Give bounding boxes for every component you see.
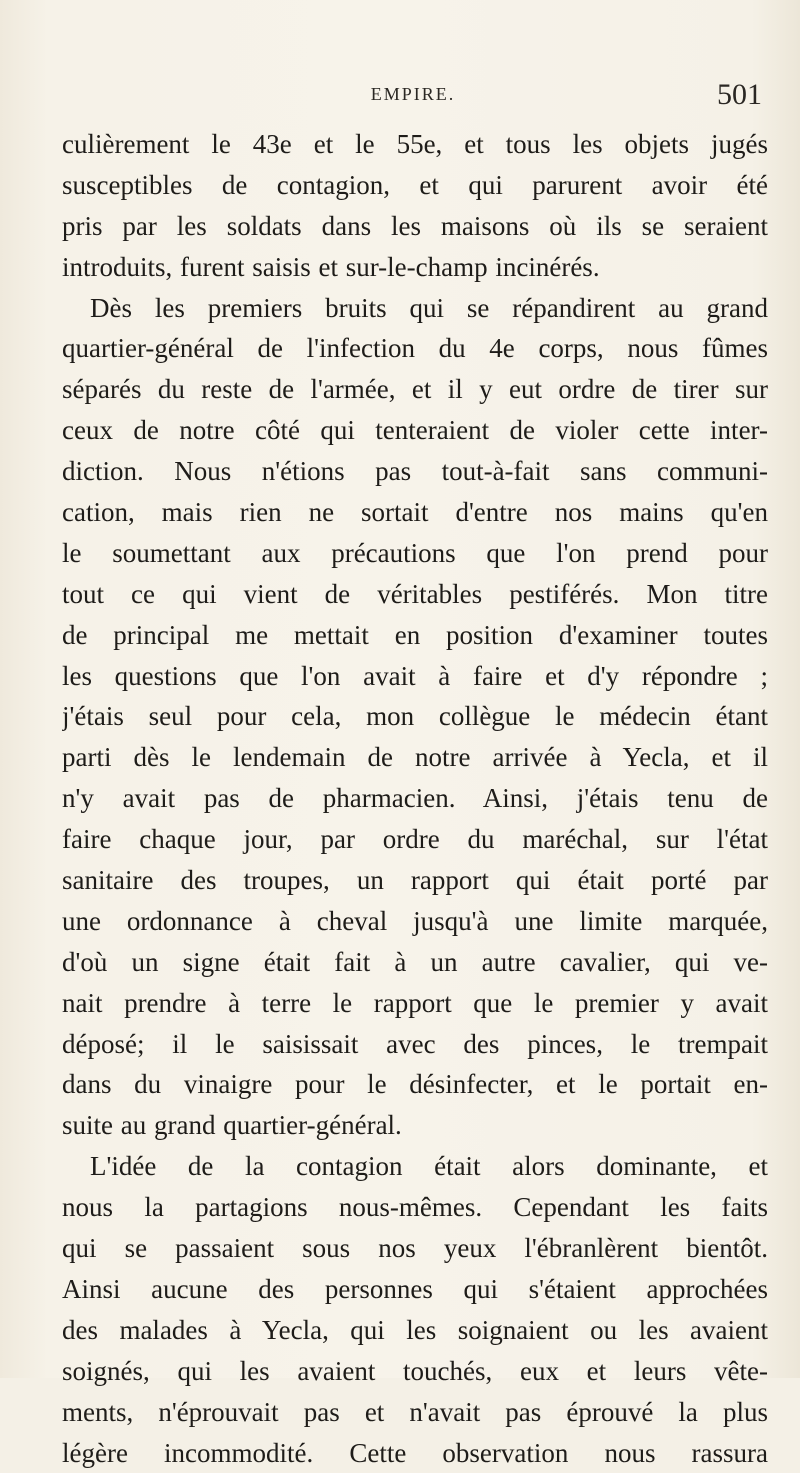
text-line-14: les questions que l'on avait à faire et d'y répondre ; — [62, 656, 768, 697]
text-line-5: Dès les premiers bruits qui se répandirent au grand — [62, 288, 768, 329]
text-line-12: tout ce qui vient de véritables pestiférés. Mon titre — [62, 574, 768, 615]
text-line-23: déposé; il le saisissait avec des pinces, le trempait — [62, 1024, 768, 1065]
running-head — [60, 78, 766, 118]
text-line-10: cation, mais rien ne sortait d'entre nos mains qu'en — [62, 492, 768, 533]
text-line-4: introduits, furent saisis et sur-le-champ incinérés. — [62, 247, 768, 288]
text-line-25: suite au grand quartier-général. — [62, 1105, 768, 1146]
page-number: 501 — [717, 78, 762, 112]
text-line-27: nous la partagions nous-mêmes. Cependant les faits — [62, 1187, 768, 1228]
text-line-22: nait prendre à terre le rapport que le premier y avait — [62, 983, 768, 1024]
running-title: EMPIRE. — [60, 84, 766, 105]
text-line-1: culièrement le 43e et le 55e, et tous les objets jugés — [62, 124, 768, 165]
text-line-15: j'étais seul pour cela, mon collègue le médecin étant — [62, 696, 768, 737]
text-line-26: L'idée de la contagion était alors dominante, et — [62, 1146, 768, 1187]
text-line-18: faire chaque jour, par ordre du maréchal, sur l'état — [62, 819, 768, 860]
body-text — [62, 124, 768, 1473]
text-line-8: ceux de notre côté qui tenteraient de violer cette inter- — [62, 410, 768, 451]
text-line-11: le soumettant aux précautions que l'on prend pour — [62, 533, 768, 574]
text-line-30: des malades à Yecla, qui les soignaient ou les avaient — [62, 1310, 768, 1351]
text-line-3: pris par les soldats dans les maisons où ils se seraient — [62, 206, 768, 247]
text-line-21: d'où un signe était fait à un autre cavalier, qui ve- — [62, 942, 768, 983]
text-line-31: soignés, qui les avaient touchés, eux et leurs vête- — [62, 1351, 768, 1392]
text-line-9: diction. Nous n'étions pas tout-à-fait sans communi- — [62, 451, 768, 492]
text-line-6: quartier-général de l'infection du 4e corps, nous fûmes — [62, 328, 768, 369]
text-line-17: n'y avait pas de pharmacien. Ainsi, j'étais tenu de — [62, 778, 768, 819]
text-line-16: parti dès le lendemain de notre arrivée à Yecla, et il — [62, 737, 768, 778]
text-line-2: susceptibles de contagion, et qui parurent avoir été — [62, 165, 768, 206]
text-line-32: ments, n'éprouvait pas et n'avait pas éprouvé la plus — [62, 1392, 768, 1433]
text-line-33: légère incommodité. Cette observation nous rassura — [62, 1433, 768, 1473]
text-line-7: séparés du reste de l'armée, et il y eut ordre de tirer sur — [62, 369, 768, 410]
text-line-28: qui se passaient sous nos yeux l'ébranlèrent bientôt. — [62, 1228, 768, 1269]
text-line-20: une ordonnance à cheval jusqu'à une limite marquée, — [62, 901, 768, 942]
text-line-24: dans du vinaigre pour le désinfecter, et le portait en- — [62, 1064, 768, 1105]
text-line-19: sanitaire des troupes, un rapport qui était porté par — [62, 860, 768, 901]
text-line-29: Ainsi aucune des personnes qui s'étaient approchées — [62, 1269, 768, 1310]
text-line-13: de principal me mettait en position d'examiner toutes — [62, 615, 768, 656]
